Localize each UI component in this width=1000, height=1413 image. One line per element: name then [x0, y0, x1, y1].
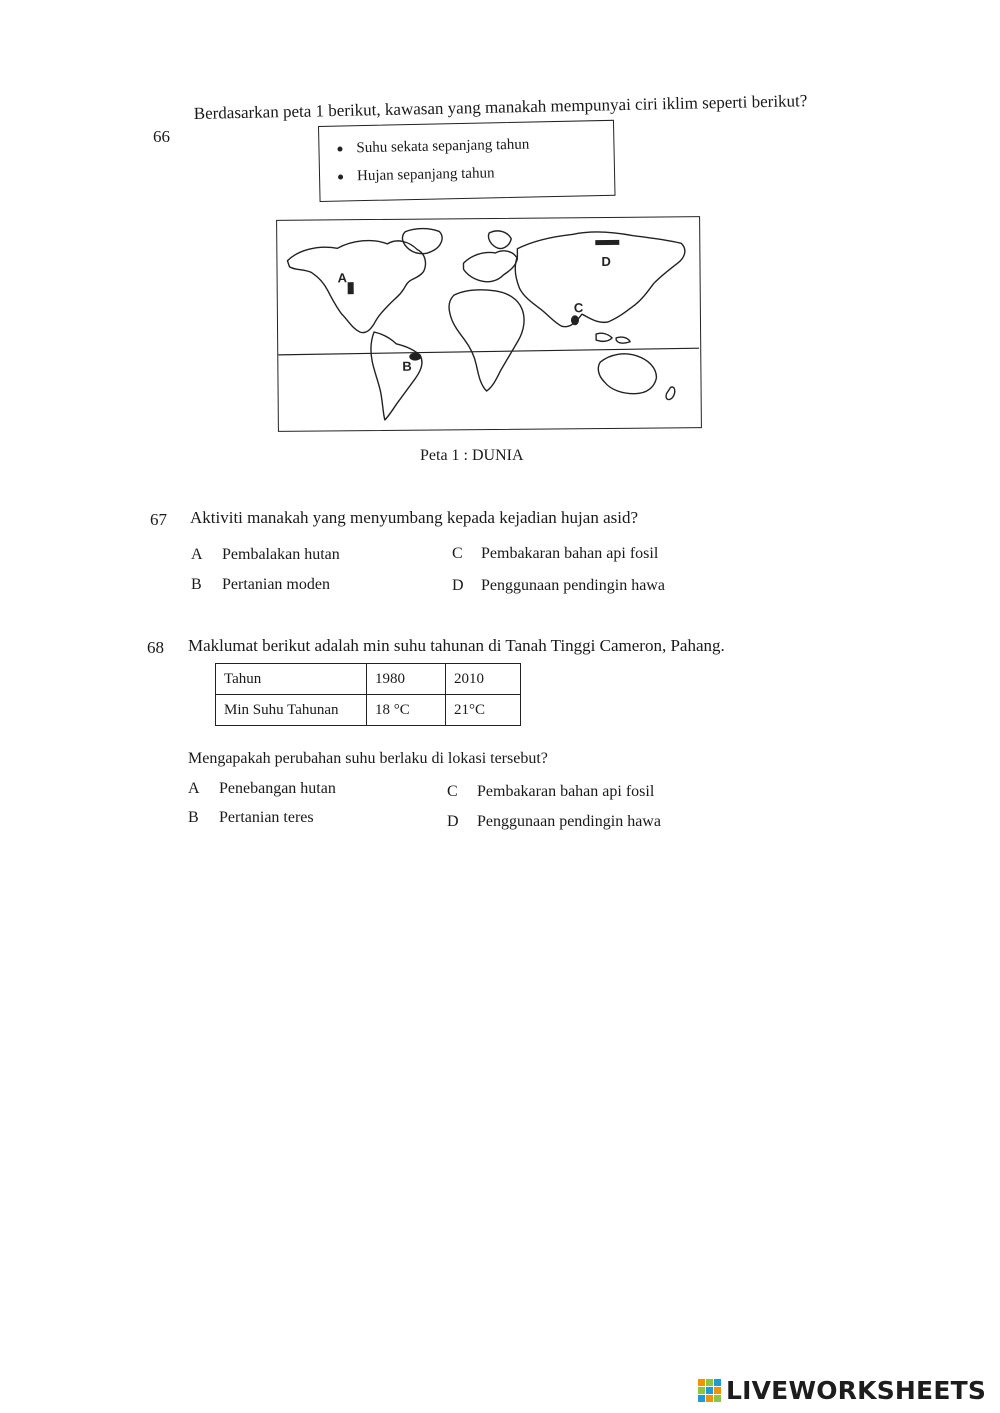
bullet-icon	[338, 175, 343, 180]
map-label-c: C	[573, 300, 584, 316]
q67-option-b-text: Pertanian moden	[222, 576, 330, 593]
q68-option-b-letter: B	[188, 809, 199, 826]
australia-outline	[598, 354, 656, 395]
asia-outline	[515, 231, 685, 327]
q67-option-b-letter: B	[191, 576, 202, 593]
question-68-number: 68	[147, 638, 164, 657]
scandinavia-outline	[488, 231, 511, 249]
question-67-text: Aktiviti manakah yang menyumbang kepada kejadian hujan asid?	[190, 508, 639, 527]
europe-outline	[463, 251, 517, 282]
new-zealand-outline	[666, 387, 675, 400]
bullet-icon	[337, 147, 342, 152]
climate-feature-text: Hujan sepanjang tahun	[356, 165, 495, 185]
region-d-marker	[595, 240, 619, 245]
climate-feature-item	[337, 137, 529, 158]
q67-option-a-text: Pembalakan hutan	[222, 546, 340, 563]
africa-outline	[449, 289, 525, 391]
climate-feature-text: Suhu sekata sepanjang tahun	[356, 136, 530, 157]
map-label-b: B	[402, 358, 412, 374]
q68-option-b-text: Pertanian teres	[219, 809, 314, 826]
southeast-asia-islands-outline	[596, 333, 630, 343]
table-cell: 2010	[446, 664, 521, 695]
q68-option-a-text: Penebangan hutan	[219, 780, 336, 797]
temperature-table	[215, 663, 521, 726]
q68-option-a-letter: A	[188, 780, 200, 797]
south-america-outline	[371, 332, 423, 420]
climate-feature-item	[338, 165, 495, 185]
map-label-d: D	[601, 253, 611, 270]
world-map-drawing	[277, 217, 700, 430]
greenland-outline	[402, 228, 442, 253]
table-cell: 21°C	[446, 695, 521, 726]
table-cell: 18 °C	[367, 695, 446, 726]
table-cell: 1980	[367, 664, 446, 695]
question-66-text: Berdasarkan peta 1 berikut, kawasan yang manakah mempunyai ciri iklim seperti berikut?	[193, 91, 808, 124]
question-68-text: Maklumat berikut adalah min suhu tahunan di Tanah Tinggi Cameron, Pahang.	[188, 636, 725, 655]
table-row	[216, 695, 521, 726]
question-68-subquestion: Mengapakah perubahan suhu berlaku di lokasi tersebut?	[188, 750, 548, 767]
map-label-a: A	[337, 270, 348, 286]
north-america-outline	[287, 240, 426, 333]
question-67-number: 67	[150, 510, 167, 529]
liveworksheets-logo-icon	[698, 1379, 722, 1403]
q68-option-d-text: Penggunaan pendingin hawa	[477, 813, 661, 830]
q68-option-c-letter: C	[447, 783, 458, 800]
table-cell: Min Suhu Tahunan	[216, 695, 367, 726]
world-map	[276, 216, 702, 432]
q68-option-d-letter: D	[447, 813, 459, 830]
q67-option-d-letter: D	[452, 577, 464, 594]
q67-option-c-text: Pembakaran bahan api fosil	[481, 545, 659, 562]
q67-option-c-letter: C	[452, 545, 463, 562]
liveworksheets-logo[interactable]	[698, 1376, 986, 1405]
question-66-number: 66	[153, 127, 170, 146]
table-cell: Tahun	[216, 664, 367, 695]
q68-option-c-text: Pembakaran bahan api fosil	[477, 783, 655, 800]
q67-option-d-text: Penggunaan pendingin hawa	[481, 577, 665, 594]
equator-line	[278, 348, 699, 355]
liveworksheets-logo-text: LIVEWORKSHEETS	[726, 1376, 987, 1405]
q67-option-a-letter: A	[191, 546, 203, 563]
region-a-marker	[348, 282, 354, 294]
map-caption: Peta 1 : DUNIA	[420, 447, 524, 464]
table-row	[216, 664, 521, 695]
climate-features-box	[318, 120, 616, 202]
